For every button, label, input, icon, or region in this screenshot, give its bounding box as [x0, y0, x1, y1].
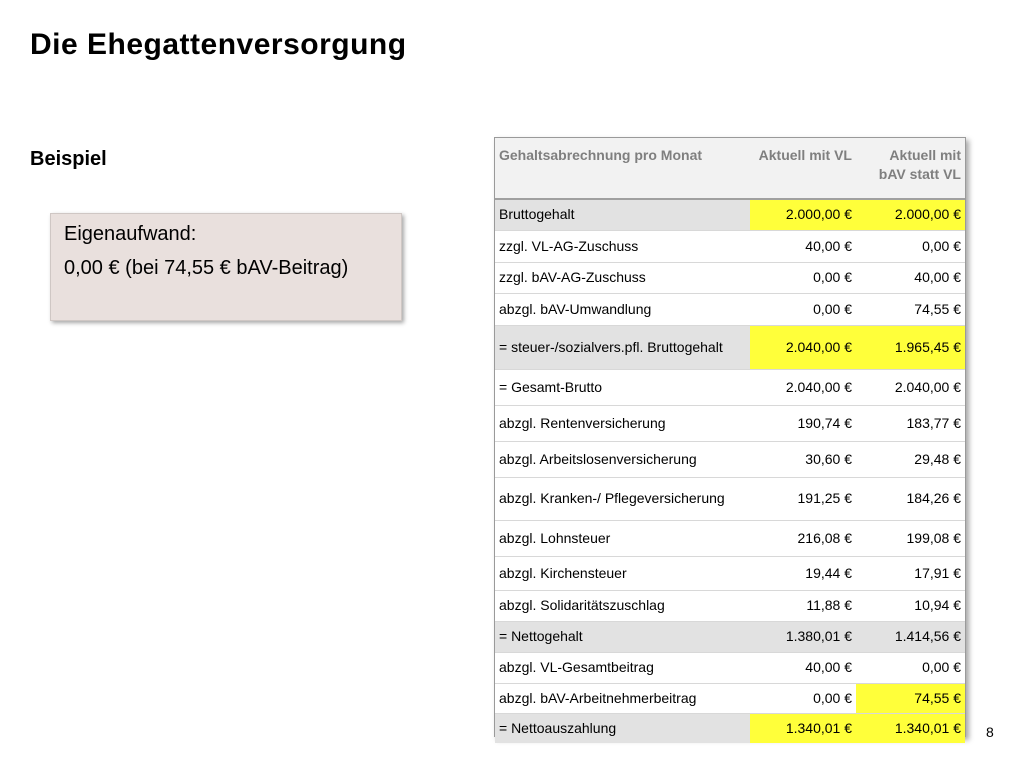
- row-label: abzgl. Solidaritätszuschlag: [495, 590, 750, 621]
- row-value-bav: 29,48 €: [856, 441, 965, 477]
- row-value-bav: 1.414,56 €: [856, 621, 965, 652]
- row-label: abzgl. VL-Gesamtbeitrag: [495, 652, 750, 683]
- row-label: abzgl. Kranken-/ Pflegeversicherung: [495, 477, 750, 520]
- row-value-bav: 184,26 €: [856, 477, 965, 520]
- table-row: [495, 520, 965, 556]
- row-value-vl: 0,00 €: [750, 293, 856, 325]
- row-value-bav: 74,55 €: [856, 293, 965, 325]
- row-value-bav: 10,94 €: [856, 590, 965, 621]
- section-subtitle: Beispiel: [30, 148, 107, 170]
- row-value-vl: 1.380,01 €: [750, 621, 856, 652]
- row-label: = Gesamt-Brutto: [495, 369, 750, 405]
- row-label: abzgl. Kirchensteuer: [495, 556, 750, 590]
- header-aktuell-vl: Aktuell mit VL: [750, 138, 856, 199]
- row-value-bav: 2.040,00 €: [856, 369, 965, 405]
- row-value-bav: 183,77 €: [856, 405, 965, 441]
- table-row: [495, 683, 965, 713]
- row-label: abzgl. Arbeitslosenversicherung: [495, 441, 750, 477]
- row-value-bav: 1.340,01 €: [856, 713, 965, 743]
- row-value-vl: 191,25 €: [750, 477, 856, 520]
- row-label: zzgl. VL-AG-Zuschuss: [495, 230, 750, 262]
- row-value-bav: 40,00 €: [856, 262, 965, 293]
- row-label: abzgl. bAV-Arbeitnehmerbeitrag: [495, 683, 750, 713]
- header-aktuell-bav: Aktuell mit bAV statt VL: [856, 138, 965, 199]
- row-label: abzgl. bAV-Umwandlung: [495, 293, 750, 325]
- row-label: = Nettoauszahlung: [495, 713, 750, 743]
- row-value-vl: 0,00 €: [750, 262, 856, 293]
- row-label: abzgl. Lohnsteuer: [495, 520, 750, 556]
- row-label: zzgl. bAV-AG-Zuschuss: [495, 262, 750, 293]
- row-value-vl: 2.000,00 €: [750, 199, 856, 230]
- row-label: abzgl. Rentenversicherung: [495, 405, 750, 441]
- row-label: = Nettogehalt: [495, 621, 750, 652]
- row-value-vl: 2.040,00 €: [750, 325, 856, 369]
- eigenaufwand-callout: [50, 213, 402, 321]
- row-value-vl: 11,88 €: [750, 590, 856, 621]
- row-value-vl: 40,00 €: [750, 230, 856, 262]
- row-value-bav: 2.000,00 €: [856, 199, 965, 230]
- table-row: [495, 713, 965, 743]
- table-row: [495, 556, 965, 590]
- row-value-bav: 0,00 €: [856, 230, 965, 262]
- row-value-bav: 1.965,45 €: [856, 325, 965, 369]
- row-value-vl: 30,60 €: [750, 441, 856, 477]
- row-value-bav: 74,55 €: [856, 683, 965, 713]
- row-value-vl: 2.040,00 €: [750, 369, 856, 405]
- table-row: [495, 199, 965, 230]
- row-value-vl: 216,08 €: [750, 520, 856, 556]
- row-value-vl: 0,00 €: [750, 683, 856, 713]
- row-value-bav: 199,08 €: [856, 520, 965, 556]
- row-value-vl: 1.340,01 €: [750, 713, 856, 743]
- table-row: [495, 621, 965, 652]
- callout-value: 0,00 € (bei 74,55 € bAV-Beitrag): [64, 257, 349, 279]
- table-row: [495, 369, 965, 405]
- table-row: [495, 230, 965, 262]
- row-label: = steuer-/sozialvers.pfl. Bruttogehalt: [495, 325, 750, 369]
- table-row: [495, 590, 965, 621]
- table-row: [495, 477, 965, 520]
- row-value-vl: 190,74 €: [750, 405, 856, 441]
- row-value-vl: 19,44 €: [750, 556, 856, 590]
- page-title: Die Ehegattenversorgung: [30, 28, 407, 61]
- table-row: [495, 405, 965, 441]
- row-value-vl: 40,00 €: [750, 652, 856, 683]
- salary-table: [495, 138, 965, 743]
- table-header-row: [495, 138, 965, 199]
- row-label: Bruttogehalt: [495, 199, 750, 230]
- table-row: [495, 293, 965, 325]
- table-row: [495, 652, 965, 683]
- header-gehaltsabrechnung: Gehaltsabrechnung pro Monat: [495, 138, 750, 199]
- row-value-bav: 0,00 €: [856, 652, 965, 683]
- table-row: [495, 325, 965, 369]
- table-row: [495, 441, 965, 477]
- page-number: 8: [986, 724, 994, 740]
- callout-label: Eigenaufwand:: [64, 223, 197, 245]
- salary-table-container: [494, 137, 966, 737]
- table-row: [495, 262, 965, 293]
- row-value-bav: 17,91 €: [856, 556, 965, 590]
